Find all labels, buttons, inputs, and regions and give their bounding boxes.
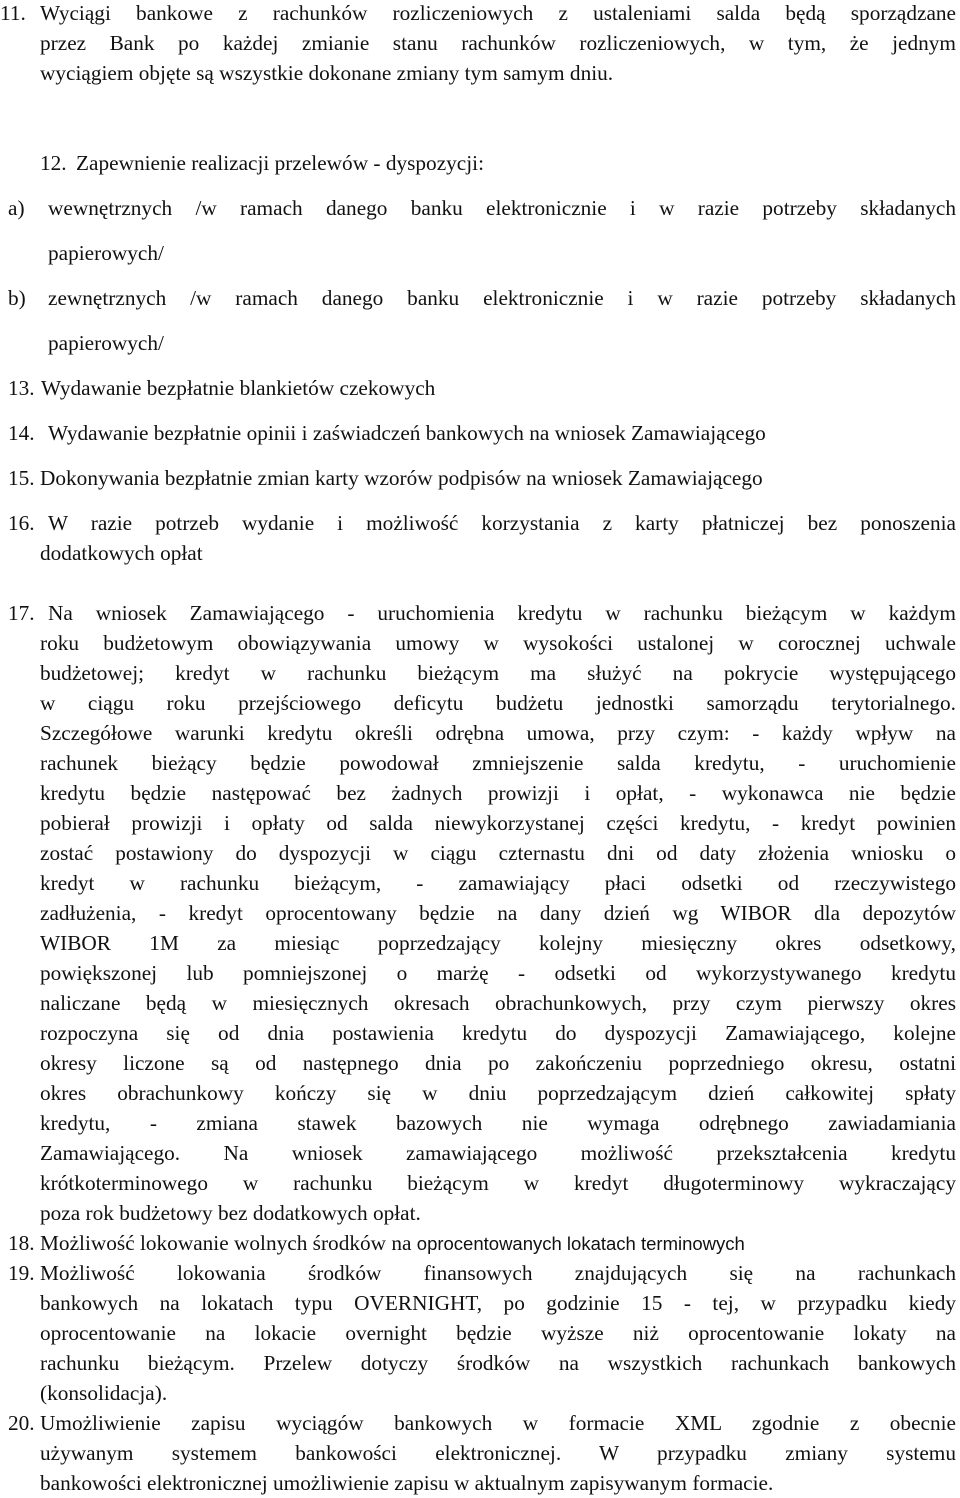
paragraph-line: rozpoczyna się od dnia postawienia kredytu do dyspozycji Zamawiającego, kolejne [40,1021,956,1045]
paragraph-line: zewnętrznych /w ramach danego banku elektronicznie i w razie potrzeby składanych [48,286,956,310]
paragraph-line: przez Bank po każdej zmianie stanu rachunków rozliczeniowych, w tym, że jednym [40,31,956,55]
item-number: 17. [8,601,35,625]
paragraph-line: w ciągu roku przejściowego deficytu budżetu jednostki samorządu terytorialnego. [40,691,956,715]
paragraph-line: papierowych/ [48,241,164,265]
paragraph-line: bankowości elektronicznej umożliwienie zapisu w aktualnym zapisywanym formacie. [40,1471,774,1495]
paragraph-line: WIBOR 1M za miesiąc poprzedzający kolejny miesięczny okres odsetkowy, [40,931,956,955]
item-letter: a) [8,196,25,220]
item-number: 12. [40,151,67,175]
item-number: 11. [0,1,26,25]
paragraph-line: oprocentowanie na lokacie overnight będzie wyższe niż oprocentowanie lokaty na [40,1321,956,1345]
item-number: 18. [8,1231,35,1255]
item-number: 16. [8,511,35,535]
paragraph-line: Zapewnienie realizacji przelewów - dyspozycji: [76,151,484,175]
paragraph-line: Szczegółowe warunki kredytu określi odrębna umowa, przy czym: - każdy wpływ na [40,721,956,745]
item-number: 14. [8,421,35,445]
paragraph-line: dodatkowych opłat [40,541,203,565]
paragraph-line: używanym systemem bankowości elektronicznej. W przypadku zmiany systemu [40,1441,956,1465]
paragraph-line: Wydawanie bezpłatnie opinii i zaświadczeń bankowych na wniosek Zamawiającego [48,421,766,445]
paragraph-line: papierowych/ [48,331,164,355]
paragraph-line: poza rok budżetowy bez dodatkowych opłat. [40,1201,421,1225]
paragraph-line: roku budżetowym obowiązywania umowy w wysokości ustalonej w corocznej uchwale [40,631,956,655]
item-number: 19. [8,1261,35,1285]
paragraph-line: Możliwość lokowania środków finansowych znajdujących się na rachunkach [40,1261,956,1285]
paragraph-line: kredytu będzie następować bez żadnych prowizji i opłat, - wykonawca nie będzie [40,781,956,805]
paragraph-line: kredytu, - zmiana stawek bazowych nie wymaga odrębnego zawiadamiania [40,1111,956,1135]
item-number: 13. [8,376,35,400]
paragraph-line: Wydawanie bezpłatnie blankietów czekowych [41,376,436,400]
paragraph-line: kredyt w rachunku bieżącym, - zamawiający płaci odsetki od rzeczywistego [40,871,956,895]
paragraph-line: wewnętrznych /w ramach danego banku elektronicznie i w razie potrzeby składanych [48,196,956,220]
paragraph-text: Możliwość lokowanie wolnych środków na [40,1231,412,1255]
paragraph-text-sans: oprocentowanych lokatach terminowych [416,1233,745,1254]
item-letter: b) [8,286,26,310]
paragraph-line: zadłużenia, - kredyt oprocentowany będzie na dany dzień wg WIBOR dla depozytów [40,901,956,925]
paragraph-line: wyciągiem objęte są wszystkie dokonane zmiany tym samym dniu. [40,61,614,85]
paragraph-line: okresy liczone są od następnego dnia po zakończeniu poprzedniego okresu, ostatni [40,1051,956,1075]
paragraph-line: bankowych na lokatach typu OVERNIGHT, po godzinie 15 - tej, w przypadku kiedy [40,1291,956,1315]
item-number: 15. [8,466,35,490]
paragraph-line: Dokonywania bezpłatnie zmian karty wzorów podpisów na wniosek Zamawiającego [40,466,763,490]
paragraph-line: rachunek bieżący będzie powodował zmniejszenie salda kredytu, - uruchomienie [40,751,956,775]
paragraph-line: okres obrachunkowy kończy się w dniu poprzedzającym dzień całkowitej spłaty [40,1081,956,1105]
paragraph-line: W razie potrzeb wydanie i możliwość korzystania z karty płatniczej bez ponoszenia [48,511,956,535]
paragraph-line: naliczane będą w miesięcznych okresach obrachunkowych, przy czym pierwszy okres [40,991,956,1015]
item-number: 20. [8,1411,35,1435]
paragraph-line: pobierał prowizji i opłaty od salda niewykorzystanej części kredytu, - kredyt powinien [40,811,956,835]
paragraph-line: (konsolidacja). [40,1381,168,1405]
paragraph-line: zostać postawiony do dyspozycji w ciągu czternastu dni od daty złożenia wniosku o [40,841,956,865]
paragraph-line: rachunku bieżącym. Przelew dotyczy środków na wszystkich rachunkach bankowych [40,1351,956,1375]
paragraph-line: Umożliwienie zapisu wyciągów bankowych w formacie XML zgodnie z obecnie [40,1411,956,1435]
paragraph-line: Na wniosek Zamawiającego - uruchomienia kredytu w rachunku bieżącym w każdym [48,601,956,625]
paragraph-line [40,1233,745,1254]
paragraph-line: budżetowej; kredyt w rachunku bieżącym ma służyć na pokrycie występującego [40,661,956,685]
paragraph-line: Zamawiającego. Na wniosek zamawiającego możliwość przekształcenia kredytu [40,1141,956,1165]
paragraph-line: Wyciągi bankowe z rachunków rozliczeniowych z ustaleniami salda będą sporządzane [40,1,956,25]
paragraph-line: krótkoterminowego w rachunku bieżącym w kredyt długoterminowy wykraczający [40,1171,956,1195]
paragraph-line: powiększonej lub pomniejszonej o marżę - odsetki od wykorzystywanego kredytu [40,961,956,985]
